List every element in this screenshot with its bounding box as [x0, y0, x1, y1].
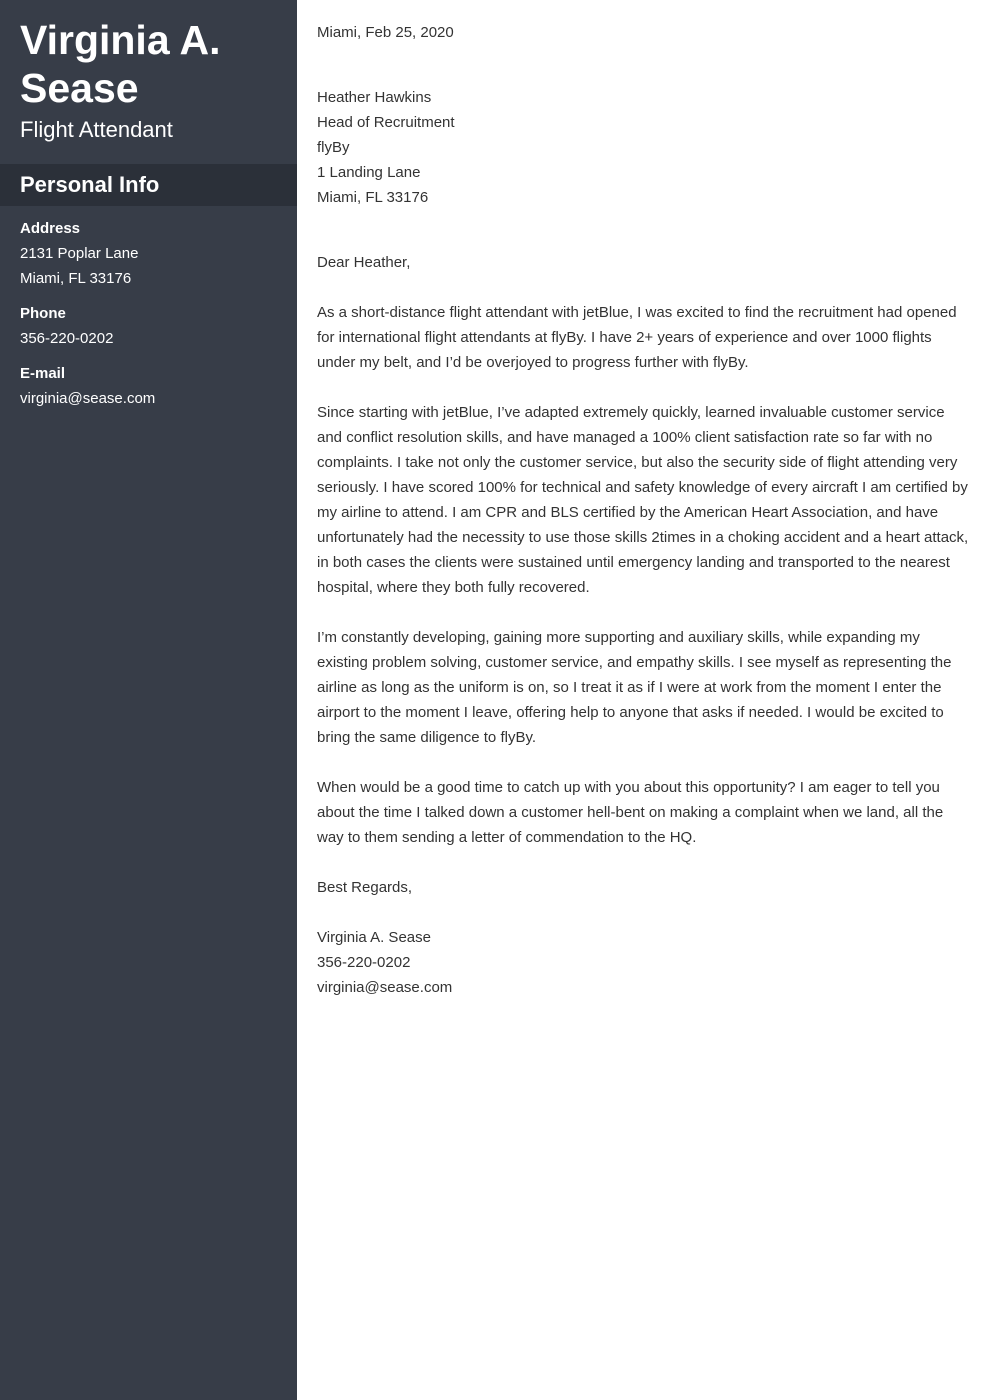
job-title: Flight Attendant — [20, 117, 173, 142]
email-label: E-mail — [20, 365, 66, 382]
signature-phone: 356-220-0202 — [317, 954, 411, 971]
recipient-name: Heather Hawkins — [317, 89, 432, 106]
applicant-name-line1: Virginia A. — [20, 17, 221, 63]
address-line-2: Miami, FL 33176 — [20, 270, 132, 287]
recipient-street: 1 Landing Lane — [317, 164, 421, 181]
signature-name: Virginia A. Sease — [317, 929, 431, 946]
personal-info-heading: Personal Info — [0, 164, 297, 206]
paragraph-4: When would be a good time to catch up with you about this opportunity? I am eager to tell you about the time I talked down a customer hell-bent on making a complaint when we land, all the way to them sending a letter of commendation to the HQ. — [317, 779, 944, 846]
address-line-1: 2131 Poplar Lane — [20, 245, 139, 262]
sidebar-header — [0, 0, 297, 164]
sidebar — [0, 0, 297, 1400]
email-value: virginia@sease.com — [20, 390, 156, 407]
signature-block — [317, 925, 970, 1000]
applicant-name — [20, 16, 277, 112]
signature-email: virginia@sease.com — [317, 979, 453, 996]
applicant-name-line2: Sease — [20, 65, 139, 111]
recipient-title: Head of Recruitment — [317, 114, 455, 131]
paragraph-2: Since starting with jetBlue, I’ve adapted extremely quickly, learned invaluable customer service and conflict resolution skills, and have managed a 100% client satisfaction rate so far with no complaints. I take not only the customer service, but also the security side of flight attending very seriously. I have scored 100% for technical and safety knowledge of every aircraft I am certified by my airline to attend. I am CPR and BLS certified by the American Heart Association, and have unfortunately had the necessity to use those skills 2times in a choking accident and a heart attack, in both cases the clients were sustained until emergency landing and transported to the nearest hospital, where they both fully recovered. — [317, 404, 969, 596]
phone-value: 356-220-0202 — [20, 330, 114, 347]
paragraph-3: I’m constantly developing, gaining more supporting and auxiliary skills, while expanding my existing problem solving, customer service, and empathy skills. I see myself as representing the airline as long as the uniform is on, so I treat it as if I were at work from the moment I enter the airport to the moment I leave, offering help to anyone that asks if needed. I would be excited to bring the same diligence to flyBy. — [317, 629, 952, 746]
salutation: Dear Heather, — [317, 254, 411, 271]
letter-body — [297, 0, 990, 1400]
address-label: Address — [20, 220, 81, 237]
recipient-block — [317, 85, 970, 210]
recipient-company: flyBy — [317, 139, 350, 156]
recipient-city: Miami, FL 33176 — [317, 189, 429, 206]
paragraph-1: As a short-distance flight attendant with jetBlue, I was excited to find the recruitment had opened for international flight attendants at flyBy. I have 2+ years of experience and over 1000 flights under my belt, and I’d be overjoyed to progress further with flyBy. — [317, 304, 957, 371]
closing: Best Regards, — [317, 879, 413, 896]
personal-info — [0, 216, 297, 411]
letter-date: Miami, Feb 25, 2020 — [317, 24, 454, 41]
phone-label: Phone — [20, 305, 66, 322]
